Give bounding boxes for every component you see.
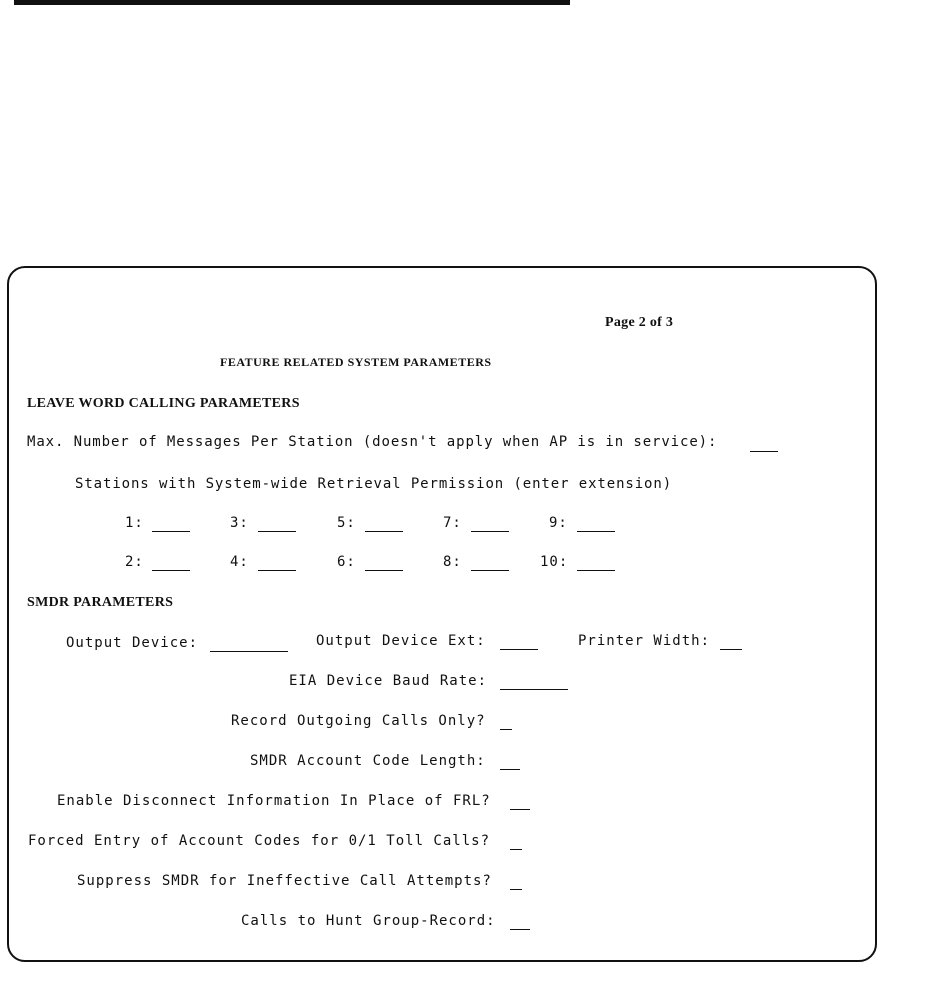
smdr-section-heading: SMDR PARAMETERS [27,595,174,610]
retrieval-permission-label: Stations with System-wide Retrieval Permission (enter extension) [75,476,673,492]
eia-baud-rate-field[interactable] [500,689,568,690]
top-rule [14,0,570,5]
account-code-length-label: SMDR Account Code Length: [250,753,486,769]
station-1-label: 1: [125,515,144,531]
forced-entry-field[interactable] [510,849,522,850]
station-9-label: 9: [549,515,568,531]
station-7-field[interactable] [471,531,509,532]
lwc-section-heading: LEAVE WORD CALLING PARAMETERS [27,396,300,411]
station-9-field[interactable] [577,531,615,532]
station-7-label: 7: [443,515,462,531]
disconnect-info-field[interactable] [510,809,530,810]
record-outgoing-field[interactable] [500,729,512,730]
record-outgoing-label: Record Outgoing Calls Only? [231,713,486,729]
station-5-field[interactable] [365,531,403,532]
station-3-field[interactable] [258,531,296,532]
station-4-label: 4: [230,554,249,570]
page-indicator: Page 2 of 3 [605,315,674,330]
station-1-field[interactable] [152,531,190,532]
station-2-label: 2: [125,554,144,570]
output-device-ext-field[interactable] [500,649,538,650]
disconnect-info-label: Enable Disconnect Information In Place of FRL? [57,793,491,809]
suppress-smdr-field[interactable] [510,889,522,890]
station-6-field[interactable] [365,570,403,571]
station-10-field[interactable] [577,570,615,571]
station-10-label: 10: [540,554,569,570]
eia-baud-rate-label: EIA Device Baud Rate: [289,673,488,689]
form-title: FEATURE RELATED SYSTEM PARAMETERS [220,355,492,369]
suppress-smdr-label: Suppress SMDR for Ineffective Call Attempts? [77,873,492,889]
hunt-group-record-label: Calls to Hunt Group-Record: [241,913,496,929]
printer-width-label: Printer Width: [578,633,711,649]
max-messages-label: Max. Number of Messages Per Station (doesn't apply when AP is in service): [27,434,718,450]
forced-entry-label: Forced Entry of Account Codes for 0/1 Toll Calls? [28,833,491,849]
station-4-field[interactable] [258,570,296,571]
output-device-field[interactable] [210,651,288,652]
hunt-group-record-field[interactable] [510,929,530,930]
account-code-length-field[interactable] [500,769,520,770]
station-5-label: 5: [337,515,356,531]
max-messages-field[interactable] [750,451,778,452]
output-device-label: Output Device: [66,635,199,651]
output-device-ext-label: Output Device Ext: [316,633,486,649]
station-8-field[interactable] [471,570,509,571]
printer-width-field[interactable] [720,649,742,650]
station-8-label: 8: [443,554,462,570]
station-6-label: 6: [337,554,356,570]
station-3-label: 3: [230,515,249,531]
station-2-field[interactable] [152,570,190,571]
